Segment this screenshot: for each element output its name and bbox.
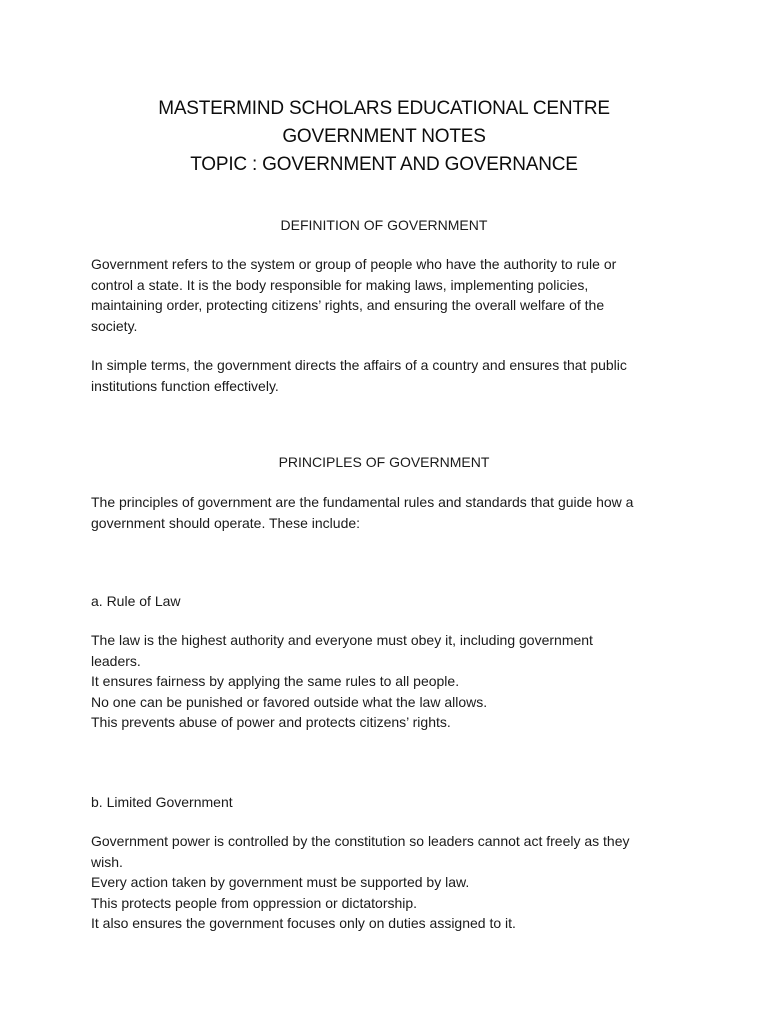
text-line: institutions function effectively. <box>91 377 279 394</box>
institution-name: MASTERMIND SCHOLARS EDUCATIONAL CENTRE <box>158 98 610 119</box>
text-line: wish. <box>91 853 123 870</box>
subheading: a. Rule of Law <box>91 593 181 609</box>
text-line: leaders. <box>91 652 141 669</box>
text-line: government should operate. These include: <box>91 514 361 531</box>
text-line: It also ensures the government focuses only on duties assigned to it. <box>91 915 516 931</box>
principles-intro <box>91 492 683 533</box>
subheading: b. Limited Government <box>91 794 233 810</box>
text-line: The principles of government are the fundamental rules and standards that guide how a <box>91 494 634 510</box>
text-line: Government refers to the system or group of people who have the authority to rule or <box>91 256 617 272</box>
text-line: society. <box>91 317 138 334</box>
definition-paragraph-1 <box>91 254 683 336</box>
rule-of-law-title <box>91 591 683 612</box>
definition-paragraph-2 <box>91 355 683 396</box>
subject-title: GOVERNMENT NOTES <box>282 126 486 147</box>
text-line: The law is the highest authority and everyone must obey it, including government <box>91 632 593 648</box>
limited-government-body <box>91 831 683 934</box>
text-line: No one can be punished or favored outside what the law allows. <box>91 693 488 710</box>
document-title-block <box>0 95 768 179</box>
definition-heading: DEFINITION OF GOVERNMENT <box>280 217 488 233</box>
text-line: Government power is controlled by the constitution so leaders cannot act freely as they <box>91 833 630 849</box>
limited-government-title <box>91 792 683 813</box>
text-line: In simple terms, the government directs the affairs of a country and ensures that public <box>91 357 627 373</box>
text-line: It ensures fairness by applying the same rules to all people. <box>91 673 460 689</box>
rule-of-law-body <box>91 630 683 733</box>
text-line: control a state. It is the body responsible for making laws, implementing policies, <box>91 276 589 293</box>
principles-heading: PRINCIPLES OF GOVERNMENT <box>278 454 490 470</box>
topic-title: TOPIC : GOVERNMENT AND GOVERNANCE <box>190 154 578 175</box>
text-line: This protects people from oppression or dictatorship. <box>91 894 418 911</box>
text-line: maintaining order, protecting citizens’ rights, and ensuring the overall welfare of the <box>91 297 605 313</box>
text-line: This prevents abuse of power and protects citizens’ rights. <box>91 714 451 730</box>
text-line: Every action taken by government must be supported by law. <box>91 874 470 890</box>
